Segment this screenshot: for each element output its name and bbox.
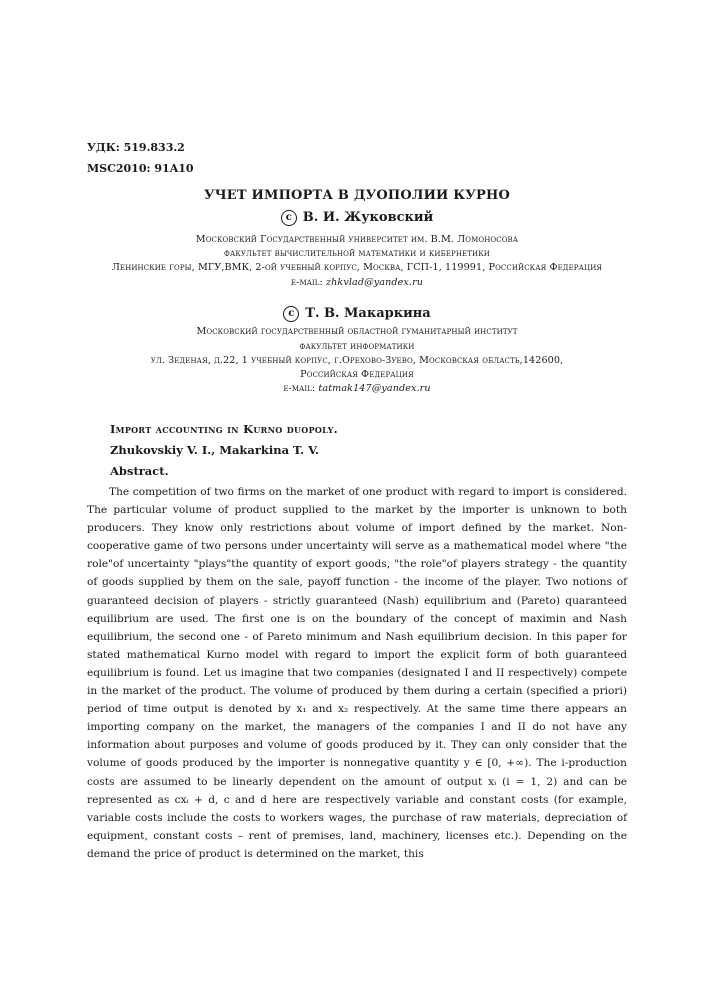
paper-title: УЧЕТ ИМПОРТА В ДУОПОЛИИ КУРНО <box>203 188 511 203</box>
author-1-name: В. И. Жуковский <box>302 210 434 225</box>
email-address[interactable]: tatmak147@yandex.ru <box>318 383 431 394</box>
author-1-affiliation-address: Ленинские горы, МГУ,ВМК, 2-ой учебный корпус, Москва, ГСП-1, 119991, Российская Федерация <box>111 262 603 273</box>
email-label: e-mail: <box>283 383 316 394</box>
email-label: e-mail: <box>290 277 323 288</box>
author-1-affiliation-university: Московский Государственный университет им. В.М. Ломоносова <box>195 234 519 245</box>
english-title: Import accounting in Kurno duopoly. <box>110 422 338 436</box>
author-2 <box>87 306 627 322</box>
author-2-affiliation-institute: Московский государственный областной гуманитарный институт <box>196 326 518 337</box>
author-1-email <box>87 277 627 288</box>
udk-code: УДК: 519.833.2 <box>87 141 185 154</box>
email-address[interactable]: zhkvlad@yandex.ru <box>326 277 424 288</box>
msc-code: MSC2010: 91A10 <box>87 162 194 175</box>
author-2-affiliation-faculty: факультет информатики <box>299 341 415 352</box>
abstract-text: The competition of two firms on the market of one product with regard to import is considered. The particular volume of product supplied to the market by the importer is unknown to both producers. They know only restrictions about volume of import defined by the market. Non-cooperative game of two persons under uncertainty will serve as a mathematical model where "the role"of uncertainty "plays"the quantity of export goods, "the role"of players strategy - the quantity of goods supplied by them on the sale, payoff function - the income of the player. Two notions of guaranteed decision of players - strictly guaranteed (Nash) equilibrium and (Pareto) quaranteed equilibrium are used. The first one is on the boundary of the concept of maximin and Nash equilibrium, the second one - of Pareto minimum and Nash equilibrium decision. In this paper for stated mathematical Kurno model with regard to import the explicit form of both guaranteed equilibrium is found. Let us imagine that two companies (designated I and II respectively) compete in the market of the product. The volume of produced by them during a certain (specified a priori) period of time output is denoted by x₁ and x₂ respectively. At the same time there appears an importing company on the market, the managers of the companies I and II do not have any information about purposes and volume of goods produced by it. They can only consider that the volume of goods produced by the importer is nonnegative quantity y ∈ [0, +∞). The i-production costs are assumed to be linearly dependent on the amount of output xᵢ (i = 1, 2) and can be represented as cxᵢ + d, c and d here are respectively variable and constant costs (for example, variable costs include the costs to workers wages, the purchase of raw materials, depreciation of equipment, constant costs – rent of premises, land, machinery, licenses etc.). Depending on the demand the price of product is determined on the market, this <box>87 486 627 860</box>
author-2-affiliation-country: Российская Федерация <box>300 369 414 380</box>
author-2-name: Т. В. Макаркина <box>305 306 431 321</box>
author-2-affiliation-address: ул. Зеденая, д.22, 1 учебный корпус, г.Орехово-Зуево, Московская область,142600, <box>150 355 564 366</box>
copyright-icon: c <box>283 306 299 322</box>
abstract-heading: Abstract. <box>110 464 169 478</box>
author-1 <box>87 210 627 226</box>
author-1-affiliation-faculty: факультет вычислительной математики и кибернетики <box>224 248 490 259</box>
author-2-email <box>87 383 627 394</box>
copyright-icon: c <box>281 210 297 226</box>
english-authors: Zhukovskiy V. I., Makarkina T. V. <box>110 443 320 457</box>
